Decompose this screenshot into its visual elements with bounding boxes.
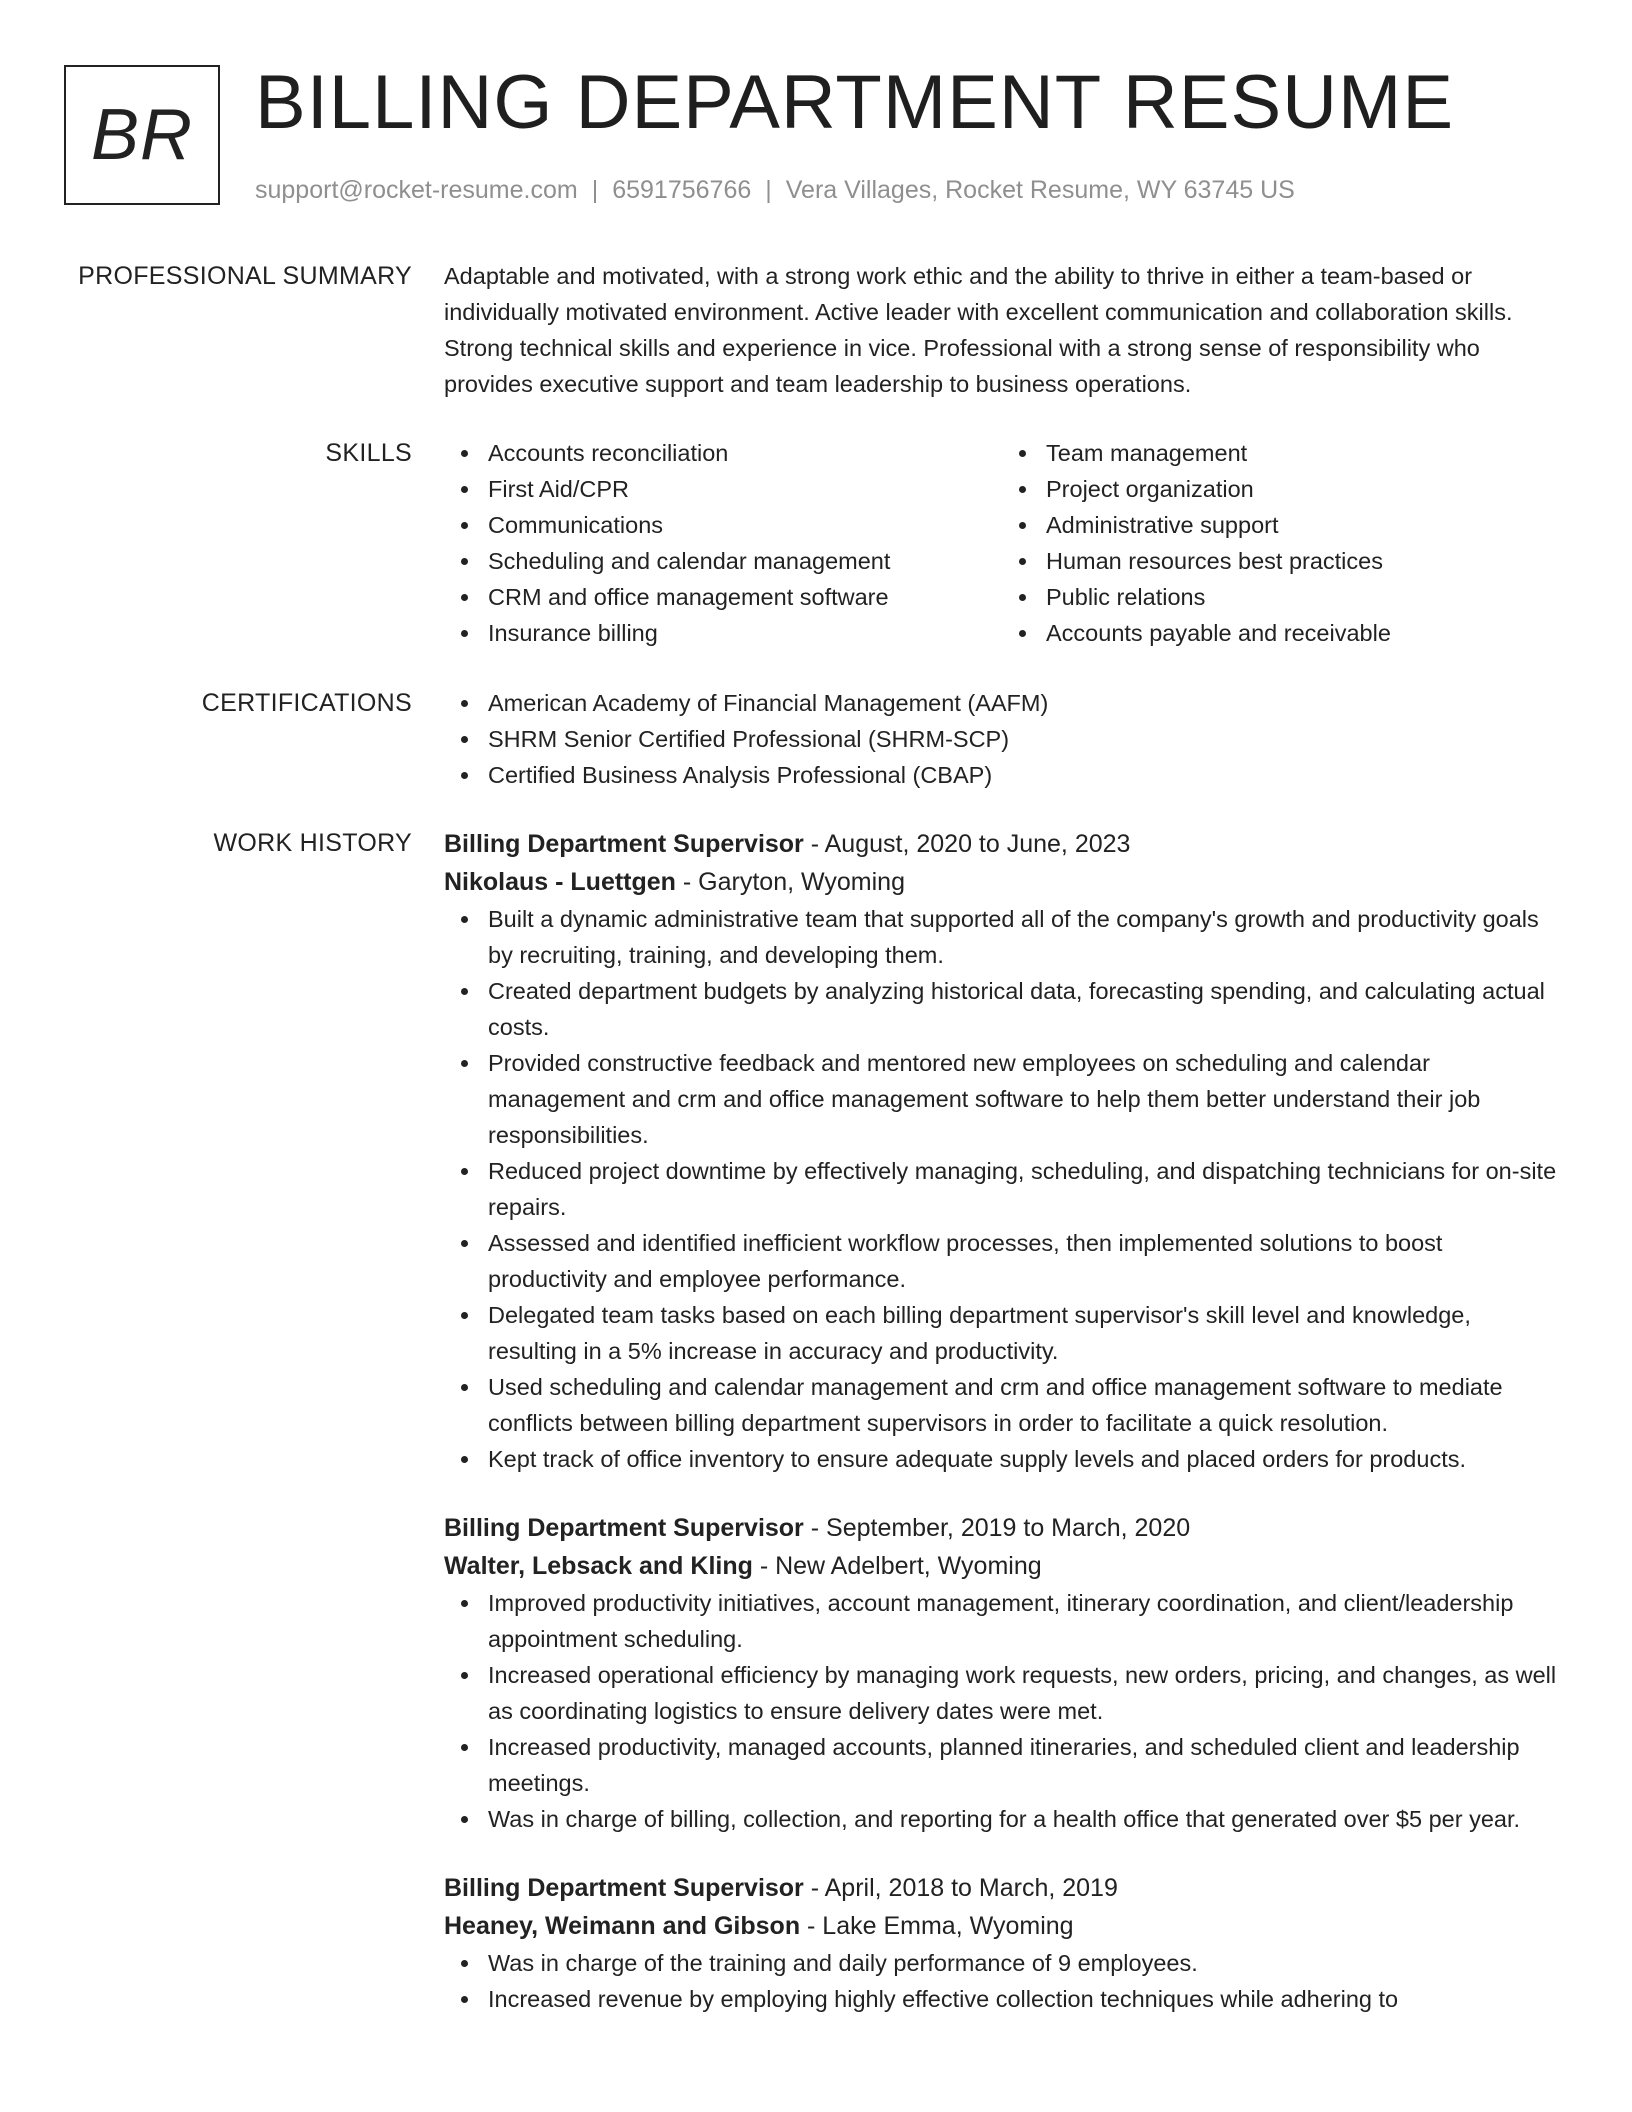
job-location: - New Adelbert, Wyoming — [752, 1552, 1042, 1580]
job-location: - Lake Emma, Wyoming — [800, 1912, 1074, 1940]
job-bullet: Improved productivity initiatives, account management, itinerary coordination, and client/leadership appointment scheduling. — [488, 1585, 1560, 1657]
skill-item: Accounts payable and receivable — [1046, 615, 1560, 651]
job-title: Billing Department Supervisor — [444, 1874, 804, 1902]
contact-phone[interactable]: 6591756766 — [612, 176, 752, 204]
certification-item: American Academy of Financial Management (AAFM) — [488, 685, 1560, 721]
job-entry — [444, 825, 1560, 1477]
job-entry — [444, 1869, 1560, 2017]
skill-item: Team management — [1046, 435, 1560, 471]
job-company: Heaney, Weimann and Gibson — [444, 1912, 801, 1940]
job-bullet: Built a dynamic administrative team that supported all of the company's growth and productivity goals by recruiting, training, and developing them. — [488, 901, 1560, 973]
summary-text: Adaptable and motivated, with a strong work ethic and the ability to thrive in either a team-based or individually motivated environment. Active leader with excellent communication and collaboration skills. Strong technical skills and experience in vice. Professional with a strong sense of responsibility who provides executive support and team leadership to business operations. — [444, 263, 1513, 397]
job-title-line — [444, 825, 1560, 863]
job-bullet: Increased revenue by employing highly effective collection techniques while adhering to — [488, 1981, 1560, 2017]
job-bullet: Assessed and identified inefficient workflow processes, then implemented solutions to boost productivity and employee performance. — [488, 1225, 1560, 1297]
work-history-heading: WORK HISTORY — [213, 829, 412, 857]
job-title-line — [444, 1869, 1560, 1907]
work-history-body — [444, 825, 1560, 2049]
job-dates: - April, 2018 to March, 2019 — [803, 1874, 1118, 1902]
job-title: Billing Department Supervisor — [444, 830, 804, 858]
job-bullet: Was in charge of the training and daily performance of 9 employees. — [488, 1945, 1560, 1981]
job-bullet: Delegated team tasks based on each billing department supervisor's skill level and knowledge, resulting in a 5% increase in accuracy and productivity. — [488, 1297, 1560, 1369]
certifications-list — [444, 685, 1560, 793]
skills-heading: SKILLS — [325, 439, 412, 467]
job-company-line — [444, 1547, 1560, 1585]
contact-email[interactable]: support@rocket-resume.com — [255, 176, 578, 204]
skills-list-left — [444, 435, 1002, 651]
job-dates: - September, 2019 to March, 2020 — [803, 1514, 1191, 1542]
skill-item: Project organization — [1046, 471, 1560, 507]
job-bullet-list — [444, 1585, 1560, 1837]
job-bullet-list — [444, 901, 1560, 1477]
job-title: Billing Department Supervisor — [444, 1514, 804, 1542]
monogram-initials: BR — [90, 95, 194, 175]
summary-heading: PROFESSIONAL SUMMARY — [78, 262, 412, 290]
job-company: Walter, Lebsack and Kling — [444, 1552, 753, 1580]
certification-item: Certified Business Analysis Professional (CBAP) — [488, 757, 1560, 793]
skill-item: First Aid/CPR — [488, 471, 1002, 507]
job-bullet: Kept track of office inventory to ensure adequate supply levels and placed orders for products. — [488, 1441, 1560, 1477]
job-company-line — [444, 863, 1560, 901]
job-bullet: Increased productivity, managed accounts, planned itineraries, and scheduled client and leadership meetings. — [488, 1729, 1560, 1801]
skill-item: Scheduling and calendar management — [488, 543, 1002, 579]
job-bullet-list — [444, 1945, 1560, 2017]
job-company-line — [444, 1907, 1560, 1945]
job-bullet: Was in charge of billing, collection, and reporting for a health office that generated over $5 per year. — [488, 1801, 1560, 1837]
skill-item: Administrative support — [1046, 507, 1560, 543]
skill-item: Communications — [488, 507, 1002, 543]
job-title-line — [444, 1509, 1560, 1547]
certifications-body — [444, 685, 1560, 793]
job-bullet: Reduced project downtime by effectively managing, scheduling, and dispatching technicians for on-site repairs. — [488, 1153, 1560, 1225]
job-entry — [444, 1509, 1560, 1837]
skill-item: Human resources best practices — [1046, 543, 1560, 579]
skill-item: Accounts reconciliation — [488, 435, 1002, 471]
job-bullet: Provided constructive feedback and mentored new employees on scheduling and calendar management and crm and office management software to help them better understand their job responsibilities. — [488, 1045, 1560, 1153]
resume-title: BILLING DEPARTMENT RESUME — [255, 60, 1455, 145]
job-location: - Garyton, Wyoming — [675, 868, 905, 896]
skills-list-right — [1002, 435, 1560, 651]
summary-body — [444, 258, 1560, 402]
skill-item: Insurance billing — [488, 615, 1002, 651]
certification-item: SHRM Senior Certified Professional (SHRM-SCP) — [488, 721, 1560, 757]
contact-separator: | — [591, 176, 599, 204]
job-dates: - August, 2020 to June, 2023 — [803, 830, 1131, 858]
skill-item: Public relations — [1046, 579, 1560, 615]
job-bullet: Used scheduling and calendar management and crm and office management software to mediate conflicts between billing department supervisors in order to facilitate a quick resolution. — [488, 1369, 1560, 1441]
contact-line — [255, 174, 1295, 206]
monogram-box — [64, 65, 220, 205]
job-bullet: Created department budgets by analyzing historical data, forecasting spending, and calculating actual costs. — [488, 973, 1560, 1045]
contact-address: Vera Villages, Rocket Resume, WY 63745 US — [785, 176, 1295, 204]
job-company: Nikolaus - Luettgen — [444, 868, 676, 896]
skill-item: CRM and office management software — [488, 579, 1002, 615]
contact-separator: | — [765, 176, 772, 204]
skills-grid — [444, 435, 1560, 651]
job-bullet: Increased operational efficiency by managing work requests, new orders, pricing, and changes, as well as coordinating logistics to ensure delivery dates were met. — [488, 1657, 1560, 1729]
certifications-heading: CERTIFICATIONS — [201, 689, 412, 717]
